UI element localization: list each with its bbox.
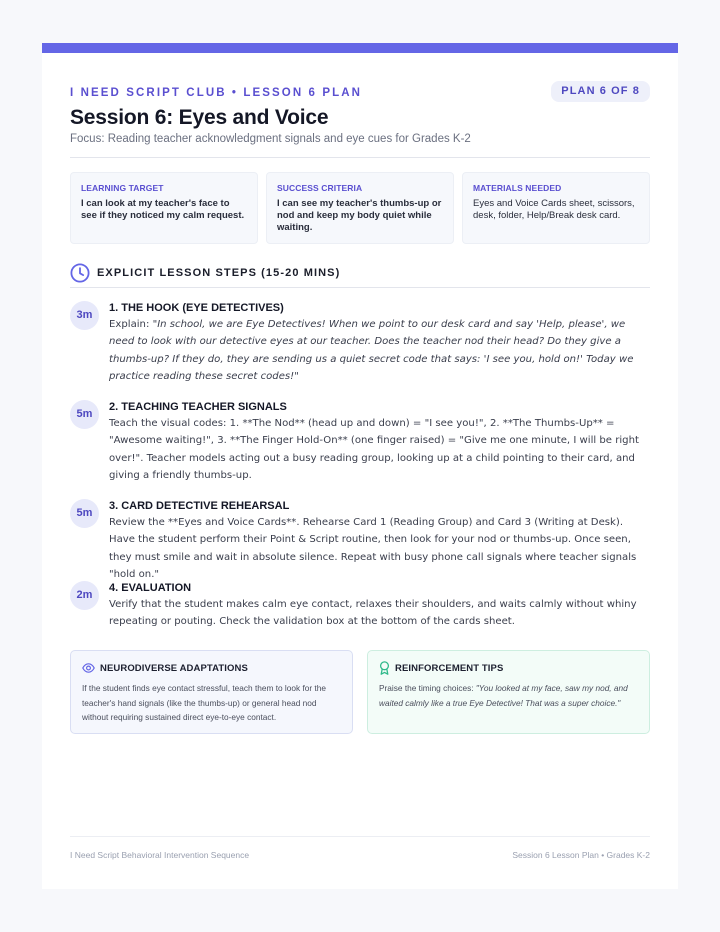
step-description: Verify that the student makes calm eye contact, relaxes their shoulders, and waits calmly without whiny repeating or pouting. Check the validation box at the bottom of the cards sheet. (109, 599, 637, 628)
step-duration-badge: 2m (70, 581, 99, 610)
plan-badge: PLAN 6 OF 8 (551, 81, 650, 102)
steps-section-header (70, 262, 340, 284)
step-duration-badge: 5m (70, 499, 99, 528)
step-title: 2. TEACHING TEACHER SIGNALS (109, 401, 287, 413)
reinforcement-lead: Praise the timing choices: (379, 683, 476, 693)
step-title: 1. THE HOOK (EYE DETECTIVES) (109, 302, 284, 314)
lesson-step (70, 301, 650, 387)
reinforcement-text (379, 681, 638, 710)
adaptations-text: If the student finds eye contact stressful, teach them to look for the teacher's hand signals (like the thumbs-up) or general head nod without requiring sustained direct eye-to-eye contact. (82, 683, 326, 722)
focus-subtitle: Focus: Reading teacher acknowledgment signals and eye cues for Grades K-2 (70, 133, 471, 145)
step-description: Review the **Eyes and Voice Cards**. Rehearse Card 1 (Reading Group) and Card 3 (Writing at Desk). Have the student perform their Point & Script routine, then look for your nod or thumbs-up. Once seen, they must smile and wait in absolute silence. Repeat with busy phone call signals where teacher signals "hold on." (109, 517, 637, 580)
header-divider (70, 157, 650, 158)
card-label: MATERIALS NEEDED (473, 183, 562, 193)
step-lead: Explain: (109, 319, 153, 330)
page-title: Session 6: Eyes and Voice (70, 106, 329, 129)
step-title: 4. EVALUATION (109, 582, 192, 594)
learning-target-card (70, 172, 258, 244)
eye-icon (82, 663, 95, 673)
success-criteria-card (266, 172, 454, 244)
adaptations-title: NEURODIVERSE ADAPTATIONS (100, 662, 248, 674)
lesson-plan-page (42, 43, 678, 889)
step-description (109, 316, 650, 385)
steps-section-title: EXPLICIT LESSON STEPS (15-20 MINS) (97, 267, 341, 279)
clock-icon (70, 263, 90, 283)
lesson-step (70, 400, 650, 486)
materials-needed-card (462, 172, 650, 244)
steps-divider (70, 287, 650, 288)
reinforcement-title: REINFORCEMENT TIPS (395, 662, 504, 674)
step-duration-badge: 3m (70, 301, 99, 330)
reinforcement-quote: "You looked at my face, saw my nod, and waited calmly like a true Eye Detective! That was a super choice." (379, 683, 628, 708)
step-description: Teach the visual codes: 1. **The Nod** (head up and down) = "I see you!", 2. **The Thumbs-Up** = "Awesome waiting!", 3. **The Finger Hold-On** (one finger raised) = "Give me one minute, I will be right over!". Teacher models acting out a busy reading group, looking up at a child pointing to their card, and giving a friendly thumbs-up. (109, 418, 639, 481)
card-label: LEARNING TARGET (81, 183, 164, 193)
accent-top-bar (42, 43, 678, 53)
award-ribbon-icon (379, 661, 390, 675)
lesson-step (70, 581, 650, 633)
footer-right-text: Session 6 Lesson Plan • Grades K-2 (512, 850, 650, 860)
neurodiverse-adaptations-box (70, 650, 353, 734)
footer-left-text: I Need Script Behavioral Intervention Sequence (70, 850, 250, 860)
card-label: SUCCESS CRITERIA (277, 183, 363, 193)
card-text: I can look at my teacher's face to see if they noticed my calm request. (81, 198, 245, 221)
lesson-step (70, 499, 650, 580)
reinforcement-tips-box (367, 650, 650, 734)
step-quote: "In school, we are Eye Detectives! When we point to our desk card and say 'Help, please', we need to look with our detective eyes at our teacher. Does the teacher nod their head? Do they give a thumbs-up? If they do, they are sending us a quiet secret code that says: 'I see you, hold on!' Today we practice reading these secret codes!" (109, 319, 634, 382)
step-duration-badge: 5m (70, 400, 99, 429)
step-title: 3. CARD DETECTIVE REHEARSAL (109, 500, 290, 512)
card-text: I can see my teacher's thumbs-up or nod and keep my body quiet while waiting. (277, 198, 442, 233)
series-label: I NEED SCRIPT CLUB • LESSON 6 PLAN (70, 87, 363, 99)
card-text: Eyes and Voice Cards sheet, scissors, desk, folder, Help/Break desk card. (473, 198, 635, 221)
footer-divider (70, 836, 650, 837)
